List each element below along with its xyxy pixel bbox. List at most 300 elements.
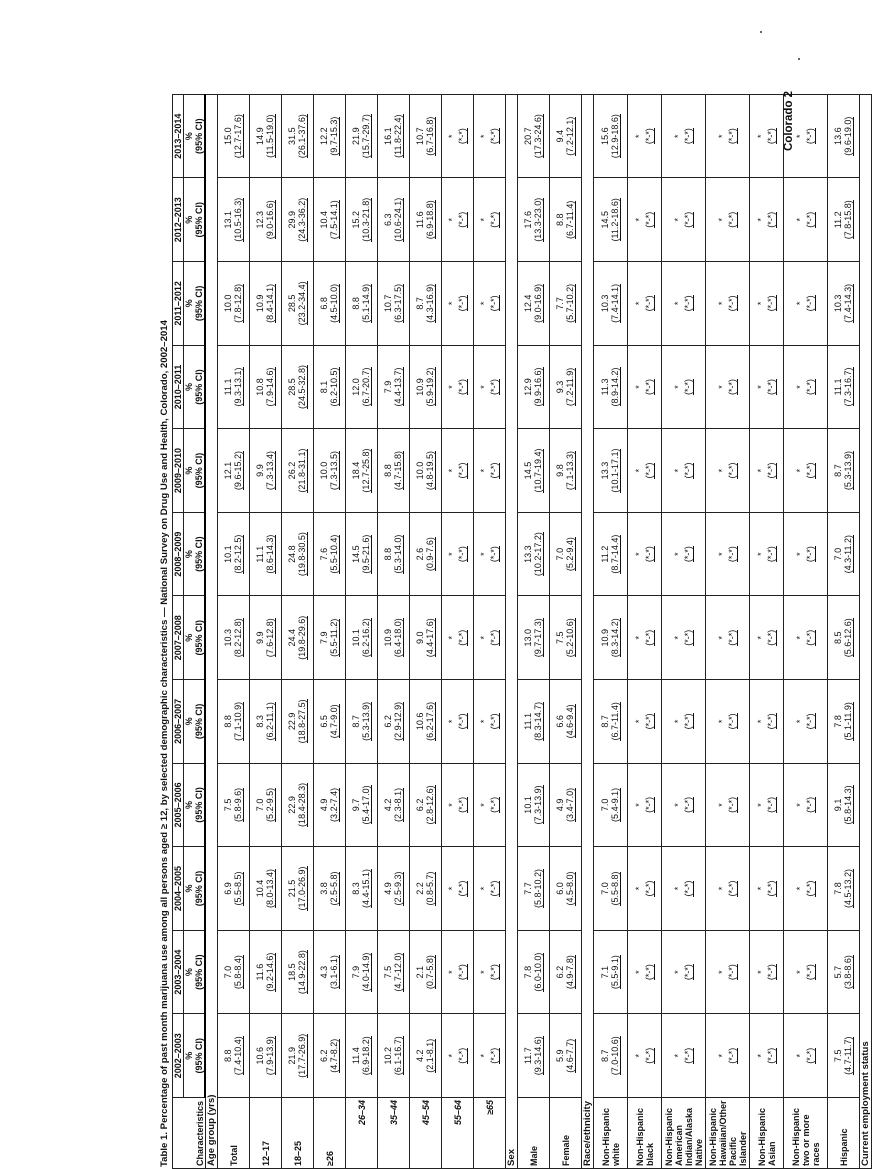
value-cell [784, 262, 828, 346]
ci-value: (*-*) [766, 295, 776, 312]
value-cell [784, 1014, 828, 1098]
ci-value: (*-*) [727, 1047, 737, 1064]
percent-value: 4.2 [415, 1049, 425, 1062]
ci-value: (4.9-7.8) [565, 955, 575, 990]
value-cell [346, 429, 378, 513]
data-table [172, 94, 872, 1169]
ci-value: (*-*) [683, 378, 693, 395]
percent-value: * [447, 970, 457, 974]
value-cell [314, 262, 346, 346]
percent-value: 13.3 [523, 545, 533, 563]
percent-value: 10.2 [383, 1046, 393, 1065]
ci-label: (95% CI) [194, 536, 204, 572]
ci-value: (6.2-10.5) [329, 367, 339, 407]
value-cell [594, 178, 628, 262]
percent-value: 10.1 [523, 796, 533, 814]
value-cell [378, 930, 410, 1014]
page-number: Colorado 2 [783, 90, 795, 151]
percent-value: 16.1 [383, 127, 393, 145]
percent-value: * [756, 970, 766, 974]
percent-value: * [673, 719, 683, 724]
value-cell [218, 345, 250, 429]
ci-value: (5.3-13.9) [843, 451, 853, 491]
percent-value: 8.7 [600, 715, 610, 728]
row-label: Total [218, 1098, 250, 1169]
percent-value: 12.0 [351, 378, 361, 396]
section-label: Sex [506, 94, 518, 1168]
ci-value: (2.9-12.9) [393, 701, 403, 741]
table-row [828, 94, 860, 1168]
ci-value: (12.7-17.6) [233, 114, 243, 159]
row-label: 35–44 [378, 1098, 410, 1169]
value-cell [346, 262, 378, 346]
value-cell [628, 512, 662, 596]
stat-header [184, 680, 206, 764]
percent-value: 12.4 [523, 294, 533, 313]
ci-value: (4.4-13.7) [393, 367, 403, 407]
table-row [442, 94, 474, 1168]
value-cell [784, 763, 828, 847]
ci-value: (7.9-13.9) [265, 1036, 275, 1076]
percent-value: 11.1 [223, 378, 233, 396]
value-cell [250, 178, 282, 262]
percent-value: 8.8 [351, 297, 361, 310]
value-cell [474, 345, 506, 429]
ci-value: (*-*) [644, 1047, 654, 1064]
percent-value: 10.1 [351, 628, 361, 647]
value-cell [662, 847, 706, 931]
value-cell [550, 763, 582, 847]
ci-value: (*-*) [457, 546, 467, 563]
percent-value: * [717, 385, 727, 389]
value-cell [550, 596, 582, 680]
percent-value: * [479, 886, 489, 891]
year-header: 2002–2003 [173, 1014, 184, 1098]
value-cell [378, 596, 410, 680]
ci-value: (*-*) [727, 462, 737, 479]
table-row [784, 94, 828, 1168]
percent-value: * [717, 301, 727, 306]
value-cell [784, 178, 828, 262]
ci-value: (9.0-16.6) [265, 200, 275, 240]
ci-value: (7.6-12.8) [265, 618, 275, 658]
percent-value: * [634, 803, 644, 807]
ci-value: (8.4-14.1) [265, 283, 275, 323]
ci-value: (3.1-6.1) [329, 955, 339, 990]
value-cell [550, 930, 582, 1014]
value-cell [662, 596, 706, 680]
percent-value: * [634, 970, 644, 974]
ci-value: (7.3-13.4) [265, 451, 275, 491]
percent-value: 10.9 [600, 628, 610, 647]
percent-value: 10.3 [223, 628, 233, 647]
percent-value: * [756, 886, 766, 891]
value-cell [442, 763, 474, 847]
ci-value: (*-*) [489, 378, 499, 395]
percent-value: 10.9 [415, 378, 425, 396]
value-cell [474, 596, 506, 680]
percent-value: 8.8 [383, 547, 393, 561]
ci-value: (*-*) [489, 880, 499, 897]
ci-value: (*-*) [727, 295, 737, 312]
ci-value: (5.6-12.6) [843, 618, 853, 658]
ci-value: (5.1-11.9) [843, 702, 853, 741]
ci-value: (10.2-17.2) [533, 532, 543, 577]
ci-value: (8.0-13.4) [265, 869, 275, 909]
percent-label: % [184, 132, 194, 141]
percent-value: 8.8 [383, 464, 393, 477]
percent-value: * [447, 552, 457, 556]
value-cell [662, 262, 706, 346]
percent-value: * [795, 803, 805, 807]
percent-value: * [479, 803, 489, 807]
table-row [378, 94, 410, 1168]
value-cell [314, 680, 346, 764]
value-cell [706, 596, 750, 680]
ci-value: (*-*) [727, 128, 737, 145]
percent-value: 4.9 [319, 798, 329, 812]
value-cell [410, 512, 442, 596]
ci-value: (8.3-14.7) [533, 701, 543, 741]
percent-value: 11.1 [833, 378, 843, 396]
percent-value: 9.1 [833, 798, 843, 812]
ci-value: (4.3-11.2) [843, 534, 853, 574]
value-cell [750, 930, 784, 1014]
percent-value: * [717, 552, 727, 556]
percent-value: * [479, 301, 489, 306]
value-cell [594, 94, 628, 178]
ci-value: (*-*) [489, 128, 499, 145]
percent-value: * [479, 468, 489, 473]
ci-value: (11.5-19.0) [265, 114, 275, 158]
ci-value: (0.9-7.6) [425, 537, 435, 572]
ci-value: (26.1-37.6) [297, 114, 307, 159]
percent-value: 7.7 [555, 297, 565, 310]
ci-value: (7.0-10.6) [610, 1036, 620, 1076]
value-cell [410, 680, 442, 764]
percent-value: * [756, 803, 766, 807]
year-header: 2004–2005 [173, 847, 184, 931]
ci-value: (4.5-10.0) [329, 283, 339, 323]
ci-value: (19.8-29.6) [297, 615, 307, 660]
value-cell [518, 930, 550, 1014]
value-cell [662, 1014, 706, 1098]
value-cell [594, 1014, 628, 1098]
percent-value: 6.3 [383, 213, 393, 227]
ci-value: (*-*) [457, 378, 467, 395]
percent-value: * [634, 468, 644, 473]
table-row [474, 94, 506, 1168]
value-cell [628, 429, 662, 513]
ci-value: (6.9-18.2) [361, 1036, 371, 1076]
percent-value: 4.3 [319, 965, 329, 979]
percent-value: 12.1 [223, 461, 233, 480]
ci-value: (*-*) [644, 546, 654, 563]
percent-value: * [673, 468, 683, 473]
year-header: 2013–2014 [173, 94, 184, 178]
ci-value: (13.3-23.0) [533, 197, 543, 242]
percent-value: 20.7 [523, 127, 533, 145]
percent-value: 8.7 [600, 1049, 610, 1062]
percent-value: 9.4 [555, 129, 565, 143]
percent-value: 11.1 [255, 545, 265, 563]
ci-value: (*-*) [766, 546, 776, 563]
ci-value: (5.5-8.8) [610, 871, 620, 906]
ci-value: (2.8-12.6) [425, 785, 435, 825]
percent-value: 7.0 [223, 965, 233, 979]
value-cell [706, 178, 750, 262]
percent-value: 18.4 [351, 461, 361, 480]
percent-value: * [795, 552, 805, 556]
value-cell [750, 345, 784, 429]
value-cell [828, 262, 860, 346]
ci-value: (15.7-29.7) [361, 114, 371, 159]
percent-label: % [184, 800, 194, 809]
percent-value: * [634, 385, 644, 389]
ci-value: (*-*) [683, 462, 693, 479]
ci-value: (*-*) [489, 796, 499, 813]
row-label: 12–17 [250, 1098, 282, 1169]
ci-value: (4.6-9.4) [565, 704, 575, 739]
value-cell [314, 178, 346, 262]
ci-label: (95% CI) [194, 870, 204, 907]
percent-label: % [184, 382, 194, 391]
value-cell [784, 345, 828, 429]
percent-value: 21.9 [351, 127, 361, 145]
percent-value: * [634, 301, 644, 306]
ci-value: (*-*) [766, 1047, 776, 1064]
percent-value: 10.6 [415, 712, 425, 731]
percent-label: % [184, 884, 194, 893]
percent-value: 10.9 [255, 294, 265, 313]
table-row [706, 94, 750, 1168]
percent-value: 2.2 [415, 882, 425, 895]
percent-value: 7.5 [555, 631, 565, 644]
value-cell [750, 763, 784, 847]
percent-value: 31.5 [287, 127, 297, 145]
percent-value: * [634, 552, 644, 556]
ci-value: (7.3-16.7) [843, 367, 853, 407]
value-cell [518, 512, 550, 596]
value-cell [474, 429, 506, 513]
value-cell [550, 847, 582, 931]
percent-value: * [447, 635, 457, 640]
percent-value: 12.3 [255, 211, 265, 229]
value-cell [442, 680, 474, 764]
value-cell [474, 262, 506, 346]
percent-value: 12.2 [319, 127, 329, 145]
value-cell [628, 847, 662, 931]
value-cell [594, 262, 628, 346]
value-cell [282, 345, 314, 429]
ci-value: (6.3-17.5) [393, 283, 403, 323]
ci-value: (8.7-14.4) [610, 534, 620, 574]
ci-value: (4.3-16.9) [425, 283, 435, 323]
ci-value: (6.7-11.4) [565, 200, 575, 239]
value-cell [828, 847, 860, 931]
value-cell [378, 429, 410, 513]
percent-value: 28.5 [287, 294, 297, 313]
percent-value: * [634, 719, 644, 724]
percent-value: * [479, 719, 489, 724]
ci-value: (*-*) [805, 880, 815, 897]
percent-value: 12.9 [523, 378, 533, 396]
value-cell [218, 930, 250, 1014]
ci-value: (*-*) [727, 964, 737, 981]
ci-value: (17.3-24.6) [533, 114, 543, 159]
percent-value: * [673, 886, 683, 891]
ci-value: (5.5-10.4) [329, 534, 339, 574]
ci-value: (4.5-8.0) [565, 871, 575, 906]
percent-value: 8.7 [351, 715, 361, 728]
percent-value: 7.8 [523, 965, 533, 979]
ci-value: (*-*) [683, 546, 693, 563]
percent-value: * [673, 552, 683, 556]
percent-value: 6.9 [223, 882, 233, 895]
percent-value: 14.5 [600, 211, 610, 229]
ci-value: (10.7-19.4) [533, 448, 543, 493]
value-cell [250, 680, 282, 764]
value-cell [314, 847, 346, 931]
percent-value: 8.8 [223, 1049, 233, 1062]
value-cell [662, 763, 706, 847]
table-row [550, 94, 582, 1168]
percent-value: * [447, 218, 457, 222]
year-header: 2012–2013 [173, 178, 184, 262]
percent-value: 6.2 [319, 1049, 329, 1062]
percent-value: 6.0 [555, 882, 565, 895]
value-cell [250, 262, 282, 346]
table-row [282, 94, 314, 1168]
percent-label: % [184, 215, 194, 224]
section-row [205, 94, 218, 1168]
year-header: 2006–2007 [173, 680, 184, 764]
value-cell [828, 429, 860, 513]
value-cell [218, 262, 250, 346]
value-cell [784, 680, 828, 764]
percent-value: * [756, 134, 766, 138]
value-cell [314, 429, 346, 513]
section-row [860, 94, 872, 1168]
percent-value: 2.1 [415, 965, 425, 979]
percent-value: 13.0 [523, 628, 533, 647]
stat-header [184, 930, 206, 1014]
value-cell [828, 596, 860, 680]
value-cell [442, 847, 474, 931]
ci-value: (5.7-10.2) [565, 283, 575, 323]
value-cell [828, 94, 860, 178]
value-cell [378, 512, 410, 596]
ci-value: (*-*) [683, 128, 693, 145]
table-row [410, 94, 442, 1168]
ci-value: (12.7-25.8) [361, 448, 371, 493]
row-label: Non-Hispanic Hawaiian/Other Pacific Islander [706, 1098, 750, 1169]
percent-value: 7.0 [833, 547, 843, 561]
year-header: 2010–2011 [173, 345, 184, 429]
percent-label: % [184, 968, 194, 977]
value-cell [750, 680, 784, 764]
value-cell [750, 847, 784, 931]
percent-value: 10.0 [319, 461, 329, 480]
percent-value: 7.0 [255, 798, 265, 812]
stat-header [184, 94, 206, 178]
percent-value: 4.9 [383, 882, 393, 895]
ci-value: (4.7-11.7) [843, 1036, 853, 1075]
percent-value: * [479, 218, 489, 222]
ci-value: (6.7-20.7) [361, 367, 371, 407]
ci-value: (7.3-13.9) [533, 785, 543, 825]
value-cell [662, 429, 706, 513]
value-cell [784, 596, 828, 680]
value-cell [410, 1014, 442, 1098]
table-row [346, 94, 378, 1168]
value-cell [474, 763, 506, 847]
value-cell [518, 763, 550, 847]
percent-value: 5.9 [555, 1049, 565, 1062]
value-cell [828, 178, 860, 262]
percent-value: 9.9 [255, 464, 265, 477]
ci-value: (6.2-17.6) [425, 701, 435, 741]
ci-value: (2.5-9.3) [393, 871, 403, 906]
ci-value: (*-*) [489, 713, 499, 730]
value-cell [784, 930, 828, 1014]
percent-value: * [795, 635, 805, 640]
ci-value: (14.9-22.8) [297, 950, 307, 995]
value-cell [346, 512, 378, 596]
percent-value: * [795, 886, 805, 891]
value-cell [378, 763, 410, 847]
value-cell [628, 596, 662, 680]
ci-value: (4.8-19.5) [425, 451, 435, 491]
percent-value: 8.7 [833, 464, 843, 477]
percent-value: * [673, 134, 683, 138]
value-cell [218, 596, 250, 680]
percent-value: 7.1 [600, 965, 610, 979]
ci-value: (*-*) [805, 629, 815, 646]
ci-value: (4.4-15.1) [361, 869, 371, 909]
ci-value: (8.3-14.2) [610, 618, 620, 658]
percent-value: * [479, 970, 489, 974]
ci-value: (*-*) [489, 211, 499, 228]
percent-value: 10.8 [255, 378, 265, 396]
ci-value: (*-*) [766, 211, 776, 228]
value-cell [442, 930, 474, 1014]
value-cell [628, 680, 662, 764]
ci-value: (9.6-15.2) [233, 451, 243, 491]
ci-value: (*-*) [644, 295, 654, 312]
ci-value: (5.8-9.6) [233, 787, 243, 822]
value-cell [346, 345, 378, 429]
ci-value: (*-*) [805, 796, 815, 813]
percent-value: * [634, 886, 644, 891]
value-cell [346, 94, 378, 178]
value-cell [828, 680, 860, 764]
section-label: Race/ethnicity [582, 94, 594, 1168]
ci-value: (11.2-18.6) [610, 198, 620, 242]
value-cell [410, 429, 442, 513]
percent-value: 7.0 [555, 547, 565, 561]
ci-value: (*-*) [683, 796, 693, 813]
ci-value: (*-*) [805, 378, 815, 395]
ci-value: (*-*) [683, 629, 693, 646]
ci-value: (*-*) [727, 880, 737, 897]
stat-header [184, 847, 206, 931]
value-cell [594, 680, 628, 764]
value-cell [410, 596, 442, 680]
percent-value: 6.2 [555, 965, 565, 979]
year-header: 2007–2008 [173, 596, 184, 680]
value-cell [662, 930, 706, 1014]
